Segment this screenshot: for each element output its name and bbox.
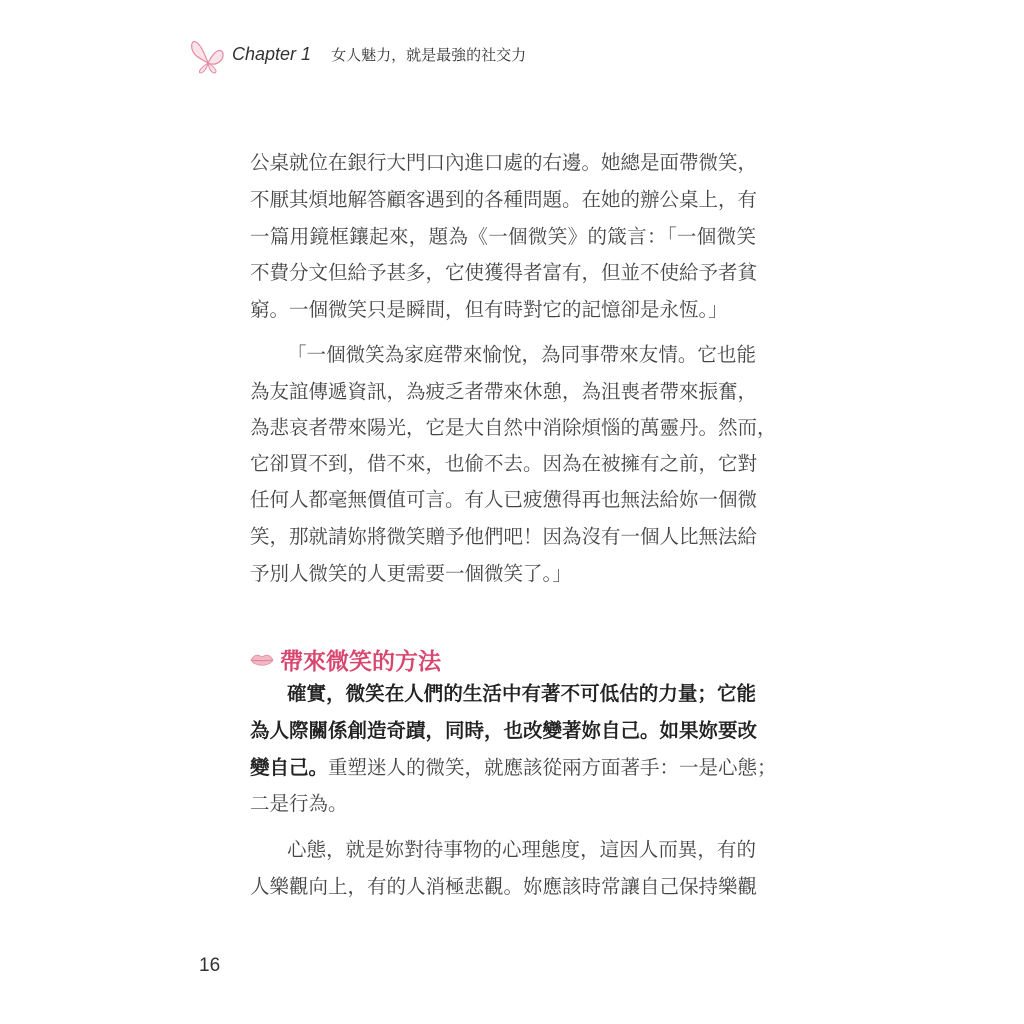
body-line: 任何人都毫無價值可言。有人已疲憊得再也無法給妳一個微 xyxy=(250,488,758,511)
body-line: 二是行為。 xyxy=(250,792,348,815)
running-header xyxy=(188,34,526,74)
bold-fragment: 變自己。 xyxy=(250,756,329,779)
chapter-label: Chapter 1 xyxy=(232,43,312,64)
body-line: 一篇用鏡框鑲起來，題為《一個微笑》的箴言：「一個微笑 xyxy=(250,225,756,248)
body-line: 予別人微笑的人更需要一個微笑了。」 xyxy=(250,562,572,585)
body-line: 人樂觀向上，有的人消極悲觀。妳應該時常讓自己保持樂觀 xyxy=(250,875,758,898)
body-line: 為友誼傳遞資訊，為疲乏者帶來休憩，為沮喪者帶來振奮， xyxy=(250,380,758,403)
body-line: 確實，微笑在人們的生活中有著不可低估的力量；它能 xyxy=(287,682,756,705)
body-line: 它卻買不到，借不來，也偷不去。因為在被擁有之前，它對 xyxy=(250,452,758,475)
chapter-title: 女人魅力，就是最強的社交力 xyxy=(331,45,527,64)
body-line: 不費分文但給予甚多，它使獲得者富有，但並不使給予者貧 xyxy=(250,261,758,284)
page-number: 16 xyxy=(199,955,221,976)
body-line: 笑，那就請妳將微笑贈予他們吧！因為沒有一個人比無法給 xyxy=(250,525,758,548)
butterfly-icon xyxy=(188,33,228,75)
body-line: 公桌就位在銀行大門口內進口處的右邊。她總是面帶微笑， xyxy=(250,151,758,174)
body-line: 不厭其煩地解答顧客遇到的各種問題。在她的辦公桌上，有 xyxy=(250,188,758,211)
body-line xyxy=(250,756,777,780)
section-heading xyxy=(250,643,441,676)
lips-icon xyxy=(250,652,274,668)
body-line: 心態，就是妳對待事物的心理態度，這因人而異，有的 xyxy=(287,838,756,861)
section-heading-text: 帶來微笑的方法 xyxy=(280,649,441,675)
body-line: 窮。一個微笑只是瞬間，但有時對它的記憶卻是永恆。」 xyxy=(250,298,728,321)
body-line: 為悲哀者帶來陽光，它是大自然中消除煩惱的萬靈丹。然而， xyxy=(250,416,777,439)
body-line: 為人際關係創造奇蹟，同時，也改變著妳自己。如果妳要改 xyxy=(250,719,758,742)
body-line: 「一個微笑為家庭帶來愉悅，為同事帶來友情。它也能 xyxy=(287,343,756,366)
body-fragment: 重塑迷人的微笑，就應該從兩方面著手：一是心態； xyxy=(328,756,777,779)
